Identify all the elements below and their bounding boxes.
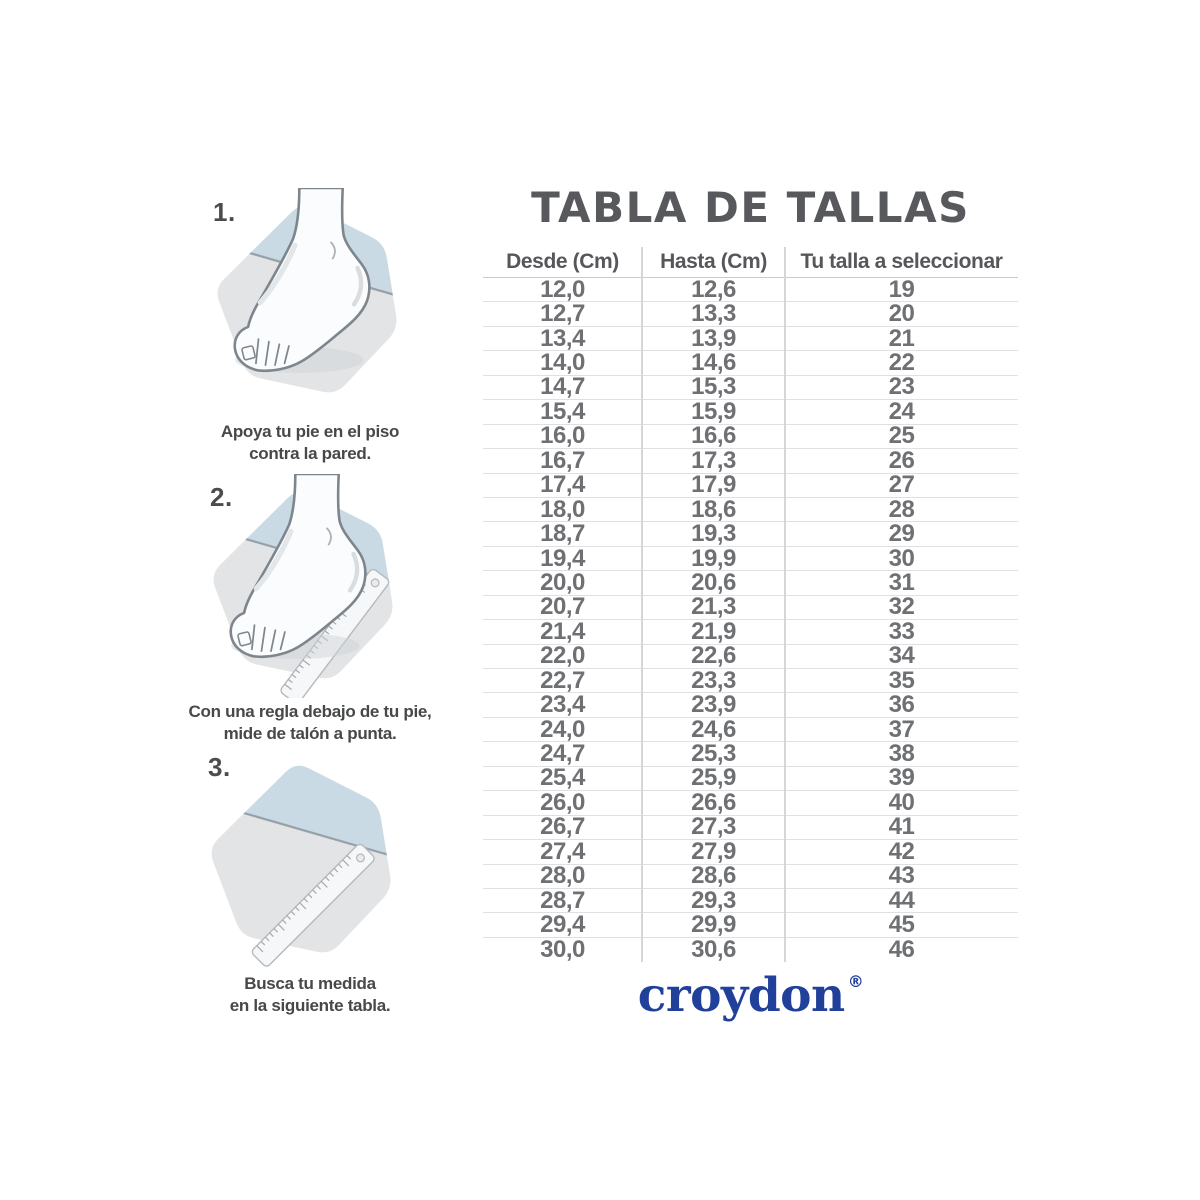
- size-table: [483, 247, 1018, 962]
- column-divider-1: [641, 247, 643, 962]
- cell-talla: 35: [888, 666, 915, 694]
- cell-hasta: 13,9: [691, 324, 736, 352]
- table-row: [483, 593, 1018, 621]
- table-row: [483, 324, 1018, 352]
- step-1-caption: [160, 421, 460, 465]
- cell-talla: 20: [888, 300, 915, 328]
- cell-desde: 12,7: [540, 300, 585, 328]
- table-row: [483, 275, 1018, 303]
- cell-talla: 23: [888, 373, 915, 401]
- cell-hasta: 23,3: [691, 666, 736, 694]
- cell-desde: 12,0: [540, 275, 585, 303]
- cell-desde: 16,7: [540, 446, 585, 474]
- table-row: [483, 397, 1018, 425]
- cell-talla: 43: [888, 862, 915, 890]
- cell-desde: 24,7: [540, 740, 585, 768]
- cell-talla: 30: [888, 544, 915, 572]
- cell-talla: 42: [888, 837, 915, 865]
- table-row: [483, 495, 1018, 523]
- step-3-caption: [160, 973, 460, 1017]
- cell-talla: 29: [888, 520, 915, 548]
- column-header-desde: Desde (Cm): [506, 250, 619, 273]
- cell-hasta: 14,6: [691, 349, 736, 377]
- table-row: [483, 617, 1018, 645]
- cell-desde: 26,7: [540, 813, 585, 841]
- foot-on-floor-illustration: [202, 188, 414, 412]
- cell-hasta: 18,6: [691, 495, 736, 523]
- table-row: [483, 471, 1018, 499]
- cell-desde: 18,7: [540, 520, 585, 548]
- cell-hasta: 17,9: [691, 471, 736, 499]
- cell-hasta: 26,6: [691, 788, 736, 816]
- table-row: [483, 862, 1018, 890]
- table-row: [483, 837, 1018, 865]
- cell-talla: 21: [888, 324, 915, 352]
- table-row: [483, 742, 1018, 766]
- cell-talla: 41: [888, 813, 915, 841]
- cell-desde: 30,0: [540, 936, 585, 964]
- cell-talla: 36: [888, 691, 915, 719]
- cell-desde: 28,0: [540, 862, 585, 890]
- cell-hasta: 12,6: [691, 275, 736, 303]
- step-3-number: 3.: [208, 752, 231, 782]
- cell-hasta: 29,9: [691, 911, 736, 939]
- cell-hasta: 15,9: [691, 397, 736, 425]
- cell-talla: 24: [888, 397, 915, 425]
- caption-line: contra la pared.: [249, 444, 371, 463]
- size-table-header: [483, 247, 1018, 278]
- cell-desde: 20,0: [540, 568, 585, 596]
- cell-hasta: 19,3: [691, 520, 736, 548]
- page-title: TABLA DE TALLAS: [531, 183, 970, 232]
- foot-on-ruler-illustration: [198, 474, 410, 698]
- cell-hasta: 27,9: [691, 837, 736, 865]
- cell-talla: 27: [888, 471, 915, 499]
- cell-desde: 20,7: [540, 593, 585, 621]
- cell-desde: 19,4: [540, 544, 585, 572]
- cell-talla: 26: [888, 446, 915, 474]
- cell-hasta: 25,3: [691, 740, 736, 768]
- cell-talla: 19: [888, 275, 915, 303]
- cell-desde: 27,4: [540, 837, 585, 865]
- table-row: [483, 886, 1018, 914]
- cell-desde: 22,7: [540, 666, 585, 694]
- cell-hasta: 21,9: [691, 617, 736, 645]
- table-row: [483, 813, 1018, 841]
- cell-talla: 28: [888, 495, 915, 523]
- cell-desde: 24,0: [540, 715, 585, 743]
- cell-desde: 15,4: [540, 397, 585, 425]
- column-header-hasta: Hasta (Cm): [660, 250, 767, 273]
- caption-line: mide de talón a punta.: [223, 724, 397, 743]
- cell-desde: 23,4: [540, 691, 585, 719]
- cell-talla: 46: [888, 936, 915, 964]
- cell-hasta: 25,9: [691, 764, 736, 792]
- column-header-talla: Tu talla a seleccionar: [800, 250, 1003, 273]
- caption-line: Apoya tu pie en el piso: [220, 422, 400, 441]
- caption-line: Busca tu medida: [244, 974, 376, 993]
- cell-hasta: 16,6: [691, 422, 736, 450]
- cell-hasta: 13,3: [691, 300, 736, 328]
- table-row: [483, 764, 1018, 792]
- table-row: [483, 938, 1018, 962]
- cell-desde: 25,4: [540, 764, 585, 792]
- cell-hasta: 28,6: [691, 862, 736, 890]
- cell-talla: 39: [888, 764, 915, 792]
- brand-logo: [483, 968, 1018, 1023]
- table-row: [483, 373, 1018, 401]
- cell-desde: 18,0: [540, 495, 585, 523]
- cell-talla: 38: [888, 740, 915, 768]
- column-divider-2: [784, 247, 786, 962]
- cell-hasta: 20,6: [691, 568, 736, 596]
- table-row: [483, 544, 1018, 572]
- cell-talla: 40: [888, 788, 915, 816]
- cell-talla: 34: [888, 642, 915, 670]
- cell-talla: 22: [888, 349, 915, 377]
- table-row: [483, 642, 1018, 670]
- step-2-number: 2.: [210, 482, 233, 512]
- cell-desde: 21,4: [540, 617, 585, 645]
- registered-mark: ®: [847, 972, 864, 991]
- cell-talla: 33: [888, 617, 915, 645]
- table-row: [483, 568, 1018, 596]
- cell-talla: 37: [888, 715, 915, 743]
- table-row: [483, 522, 1018, 546]
- cell-desde: 17,4: [540, 471, 585, 499]
- caption-line: en la siguiente tabla.: [229, 996, 391, 1015]
- cell-talla: 31: [888, 568, 915, 596]
- cell-hasta: 27,3: [691, 813, 736, 841]
- ruler-illustration: [196, 748, 408, 972]
- cell-hasta: 19,9: [691, 544, 736, 572]
- cell-hasta: 17,3: [691, 446, 736, 474]
- cell-talla: 44: [888, 886, 915, 914]
- table-row: [483, 666, 1018, 694]
- table-row: [483, 693, 1018, 717]
- cell-desde: 16,0: [540, 422, 585, 450]
- cell-talla: 45: [888, 911, 915, 939]
- table-row: [483, 715, 1018, 743]
- cell-hasta: 22,6: [691, 642, 736, 670]
- brand-name: croydon: [637, 968, 845, 1023]
- cell-hasta: 30,6: [691, 936, 736, 964]
- cell-desde: 22,0: [540, 642, 585, 670]
- step-1-number: 1.: [213, 197, 236, 227]
- caption-line: Con una regla debajo de tu pie,: [188, 702, 432, 721]
- table-row: [483, 422, 1018, 450]
- table-row: [483, 788, 1018, 816]
- table-row: [483, 351, 1018, 375]
- cell-hasta: 21,3: [691, 593, 736, 621]
- cell-hasta: 29,3: [691, 886, 736, 914]
- cell-desde: 26,0: [540, 788, 585, 816]
- cell-hasta: 15,3: [691, 373, 736, 401]
- cell-desde: 13,4: [540, 324, 585, 352]
- table-row: [483, 446, 1018, 474]
- step-2-caption: [160, 701, 460, 745]
- cell-hasta: 24,6: [691, 715, 736, 743]
- cell-desde: 14,0: [540, 349, 585, 377]
- cell-desde: 29,4: [540, 911, 585, 939]
- table-row: [483, 913, 1018, 937]
- cell-desde: 28,7: [540, 886, 585, 914]
- table-row: [483, 302, 1018, 326]
- cell-desde: 14,7: [540, 373, 585, 401]
- cell-talla: 25: [888, 422, 915, 450]
- size-table-body: [483, 275, 1018, 964]
- cell-talla: 32: [888, 593, 915, 621]
- cell-hasta: 23,9: [691, 691, 736, 719]
